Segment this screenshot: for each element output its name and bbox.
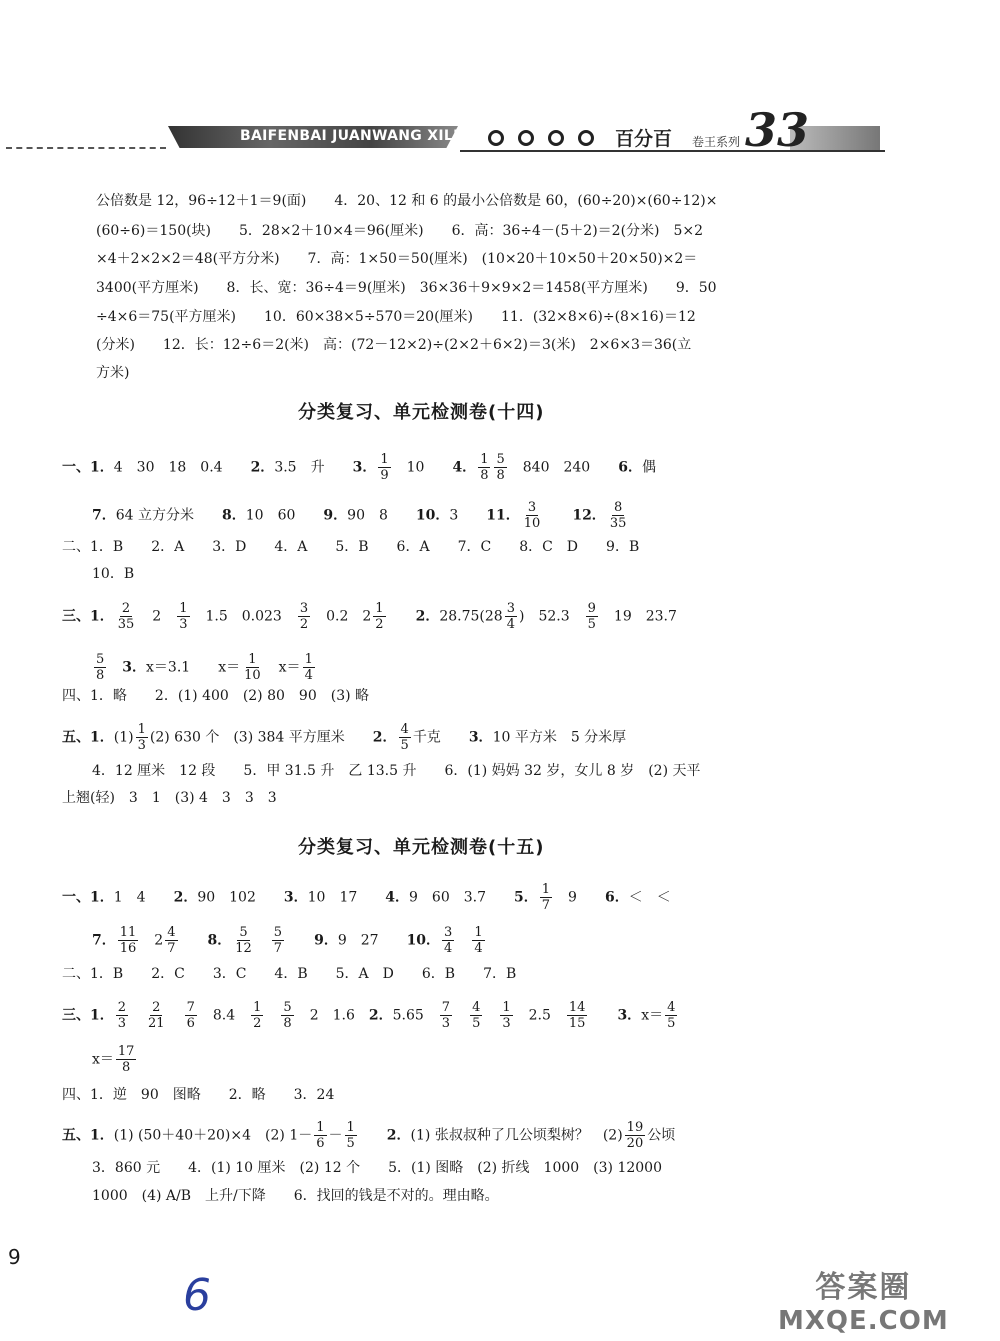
fraction: $\frac{17}{8}$ [117,1044,135,1075]
fraction: $\frac{5}{7}$ [273,925,283,956]
fraction: $\frac{5}{8}$ [96,652,105,683]
fraction: $\frac{3}{10}$ [523,500,541,531]
answer-line: 五、1．(1) (50＋40＋20)×4 (2) 1－ $\frac{1}{6}$ － $\frac{1}{5}$ 2．(1) 张叔叔种了几公顷梨树？ (2) $\frac{19}{20}$ 公顷 [62,1120,676,1151]
fraction: $\frac{1}{6}$ [316,1120,325,1151]
answer-line: 三、1． $\frac{2}{3}$ $\frac{2}{21}$ $\frac{7}{6}$ 8.4 $\frac{1}{2}$ $\frac{5}{8}$ 2 1.6 2．5.65 $\frac{7}{3}$ $\frac{4}{5}$ $\frac{1}{3}$ 2.5 $\frac{14}{15}$ 3．x＝ $\frac{4}{5}$ [62,1000,676,1031]
answer-line: 二、1．B 2．A 3．D 4．A 5．B 6．A 7．C 8．C D 9．B [62,539,640,555]
fraction: $\frac{19}{20}$ [626,1120,644,1151]
fraction: $\frac{2}{35}$ [117,601,135,632]
header-dots [488,130,594,146]
watermark-url: MXQE.COM [778,1306,949,1336]
fraction: $\frac{1}{2}$ [253,1000,262,1031]
fraction: $\frac{2}{21}$ [148,1000,165,1031]
series-logo: 33 [745,103,810,157]
answer-line: 7． $\frac{11}{16}$ 2 $\frac{4}{7}$ 8． $\frac{5}{12}$ $\frac{5}{7}$ 9．9 27 10． $\frac{3}{4}$ $\frac{1}{4}$ [92,925,483,956]
answer-line: x＝ $\frac{17}{8}$ [92,1044,135,1075]
fraction: $\frac{11}{16}$ [119,925,137,956]
intro-line: 3400(平方厘米) 8．长、宽：36÷4＝9(厘米) 36×36＋9×9×2＝1458(平方厘米) 9．50 [96,280,717,296]
fraction: $\frac{1}{4}$ [304,652,313,683]
answer-line: 二、1．B 2．C 3．C 4．B 5．A D 6．B 7．B [62,966,517,982]
fraction: $\frac{1}{9}$ [380,452,389,483]
fraction: $\frac{4}{5}$ [667,1000,676,1031]
fraction: $\frac{4}{5}$ [472,1000,481,1031]
fraction: $\frac{5}{8}$ [283,1000,292,1031]
fraction: $\frac{1}{5}$ [346,1120,355,1151]
answer-line: 三、1． $\frac{2}{35}$ 2 $\frac{1}{3}$ 1.5 0.023 $\frac{3}{2}$ 0.2 2 $\frac{1}{2}$ 2．28.75(28 $\frac{3}{4}$ ) 52.3 $\frac{9}{5}$ 19 23.7 [62,601,677,632]
fraction: $\frac{7}{6}$ [186,1000,195,1031]
intro-line: 公倍数是 12，96÷12＋1＝9(面) 4．20、12 和 6 的最小公倍数是 60，(60÷20)×(60÷12)× [96,193,718,209]
fraction: $\frac{1}{10}$ [244,652,261,683]
answer-line: 10．B [92,566,135,582]
circle-icon [548,130,564,146]
fraction: $\frac{1}{2}$ [375,601,384,632]
handwritten-mark: 6 [183,1270,211,1321]
answer-line: 上翘(轻) 3 1 (3) 4 3 3 3 [62,790,277,806]
fraction: $\frac{9}{5}$ [587,601,596,632]
answer-line: 一、1．4 30 18 0.4 2．3.5 升 3． $\frac{1}{9}$ 10 4． $\frac{1}{8}$ $\frac{5}{8}$ 840 240 6．偶 [62,452,656,483]
brand-series: 卷王系列 [692,135,741,149]
answer-line: 7．64 立方分米 8．10 60 9．90 8 10．3 11． $\frac{3}{10}$ 12． $\frac{8}{35}$ [92,500,627,531]
header-dashed-rule [6,147,166,149]
fraction: $\frac{7}{3}$ [441,1000,451,1031]
fraction: $\frac{1}{4}$ [474,925,483,956]
fraction: $\frac{3}{4}$ [444,925,453,956]
answer-line: $\frac{5}{8}$ 3．x＝3.1 x＝ $\frac{1}{10}$ x＝ $\frac{1}{4}$ [96,652,313,683]
fraction: $\frac{1}{7}$ [541,882,551,913]
fraction: $\frac{3}{4}$ [506,601,515,632]
fraction: $\frac{5}{8}$ [496,452,505,483]
fraction: $\frac{4}{7}$ [167,925,176,956]
header-banner-text: BAIFENBAI JUANWANG XILIE [240,128,469,144]
fraction: $\frac{8}{35}$ [609,500,627,531]
answer-line: 4．12 厘米 12 段 5．甲 31.5 升 乙 13.5 升 6．(1) 妈妈 32 岁，女儿 8 岁 (2) 天平 [92,763,701,779]
brand-name: 百分百 [615,128,673,150]
circle-icon [488,130,504,146]
fraction: $\frac{3}{2}$ [299,601,309,632]
fraction: $\frac{14}{15}$ [568,1000,586,1031]
page-number: 9 [8,1245,21,1269]
fraction: $\frac{2}{3}$ [117,1000,127,1031]
intro-line: (60÷6)＝150(块) 5．28×2＋10×4＝96(厘米) 6．高：36÷4－(5＋2)＝2(分米) 5×2 [96,223,704,239]
fraction: $\frac{5}{12}$ [235,925,252,956]
fraction: $\frac{1}{8}$ [480,452,489,483]
answer-line: 四、1．逆 90 图略 2．略 3．24 [62,1087,335,1103]
intro-line: ÷4×6＝75(平方厘米) 10．60×38×5÷570＝20(厘米) 11．(32×8×6)÷(8×16)＝12 [96,309,696,325]
fraction: $\frac{1}{3}$ [179,601,188,632]
section-title: 分类复习、单元检测卷(十四) [298,402,545,423]
circle-icon [578,130,594,146]
fraction: $\frac{1}{3}$ [502,1000,511,1031]
intro-line: 方米) [96,365,130,381]
header-rule [460,150,885,152]
intro-line: ×4＋2×2×2＝48(平方分米) 7．高：1×50＝50(厘米) (10×20＋10×50＋20×50)×2＝ [96,251,698,267]
intro-line: (分米) 12．长：12÷6＝2(米) 高：(72－12×2)÷(2×2＋6×2)＝3(米) 2×6×3＝36(立 [96,337,692,353]
answer-line: 五、1．(1) $\frac{1}{3}$ (2) 630 个 (3) 384 平方厘米 2． $\frac{4}{5}$ 千克 3．10 平方米 5 分米厚 [62,722,627,753]
answer-line: 1000 (4) A/B 上升/下降 6．找回的钱是不对的。理由略。 [92,1188,499,1204]
fraction: $\frac{1}{3}$ [137,722,146,753]
circle-icon [518,130,534,146]
watermark-text: 答案圈 [815,1270,912,1305]
answer-line: 一、1．1 4 2．90 102 3．10 17 4．9 60 3.7 5． $\frac{1}{7}$ 9 6．＜ ＜ [62,882,671,913]
watermark [778,1262,949,1336]
answer-line: 3．860 元 4．(1) 10 厘米 (2) 12 个 5．(1) 图略 (2) 折线 1000 (3) 12000 [92,1160,662,1176]
fraction: $\frac{4}{5}$ [400,722,409,753]
answer-line: 四、1．略 2．(1) 400 (2) 80 90 (3) 略 [62,688,370,704]
section-title: 分类复习、单元检测卷(十五) [298,837,545,858]
